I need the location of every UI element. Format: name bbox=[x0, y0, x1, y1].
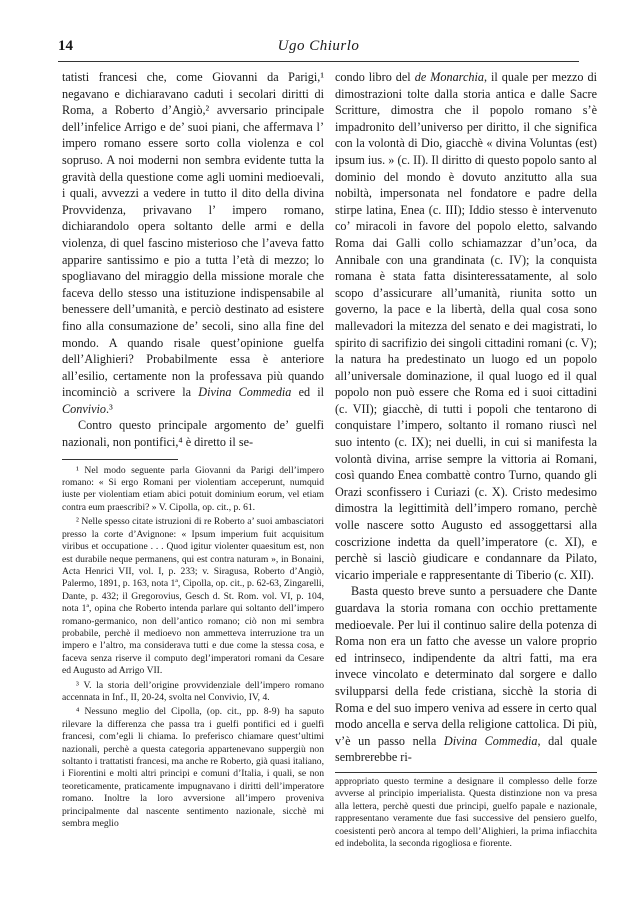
footnote-rule bbox=[335, 772, 597, 773]
footnote-4-continuation: appropriato questo termine a designare il complesso delle forze avverse al principio imperialista. Questa distinzione non va presa alla lettera, perchè questi due principi, guelfo papale e nazionale, rappresentano veramente due fasi successive del pensiero guelfo, coesistenti però ancora al tempo dell’Alighieri, la prima infiacchita ed indebolita, la seconda rigogliosa e fiorente. bbox=[335, 775, 597, 849]
italic-title: de Monarchia bbox=[414, 70, 484, 84]
footnote-3: ³ V. la storia dell’origine provvidenziale dell’impero romano accennata in Inf., II, 20-24, svolta nel Convivio, IV, 4. bbox=[62, 679, 324, 703]
left-paragraph-2: Contro questo principale argomento de’ guelfi nazionali, non pontifici,⁴ è diretto il se- bbox=[62, 418, 324, 450]
footnote-1: ¹ Nel modo seguente parla Giovanni da Parigi dell’impero romano: « Si ergo Romani per violentiam acceperunt, numquid iuste per violentiam etiam abici potuit dominium eorum, vel etiam contra eum praescribi? » V. Cipolla, op. cit., p. 61. bbox=[62, 464, 324, 513]
page-number: 14 bbox=[58, 38, 73, 54]
right-paragraph-1: condo libro del de Monarchia, il quale per mezzo di dimostrazioni tolte dalla storia antica e dalle Sacre Scritture, dimostra che il popolo romano s’è impadronito dell’universo per diritto, il che significa con la volontà di Dio, giacchè « divina Voluntas (est) ipsum ius. » (c. II). Il diritto di questo popolo santo al dominio del mondo è dovuto anzitutto alla sua nobiltà, impersonata nel fondatore e padre della stirpe latina, Enea (c. III); Iddio stesso è intervenuto co’ miracoli in favore del popolo eletto, salvando Roma dai Galli collo schiamazzar d’un’oca, da Annibale con una grandinata (c. IV); la conquista romana è stata fatta disinteressatamente, al solo scopo d’assicurare all’umanità, riunita sotto un governo, la pace e la libertà, della qual cosa sono mallevadori la mitezza del senato e dei magistrati, lo spirito di sacrifizio dei singoli cittadini romani (c. V); la natura ha predestinato un luogo ed un popolo all’universale dominazione, il qual luogo ed il qual popolo non può essere che Roma ed i suoi cittadini (c. VII); giacchè, di tutti i popoli che tentarono di conquistare l’impero, soltanto il romano riuscì nel suo intento (c. IX); nei duelli, in cui si manifesta la volontà divina, arrise sempre la vittoria ai Romani, così quando Enea combattè contro Turno, quando gli Orazi sconfissero i Curiazi (c. X). Cristo medesimo dimostra la legittimità dell’impero romano, perchè volle nascere sotto Augusto ed assoggettarsi alla coscrizione indetta da quell’imperatore (c. XI), e perchè si lasciò giudicare e condannare da Pilato, vicario imperiale e rappresentante di Tiberio (c. XII). bbox=[335, 70, 598, 582]
italic-title: Divina Commedia bbox=[198, 385, 292, 400]
page-header bbox=[58, 38, 579, 60]
right-column bbox=[335, 69, 597, 850]
left-column bbox=[62, 69, 324, 832]
footnote-4: ⁴ Nessuno meglio del Cipolla, (op. cit., pp. 8-9) ha saputo rilevare la differenza che passa tra i guelfi pontifici ed i guelfi francesi, com’egli li chiama. Io preferisco chiamare quest’ultimi nazionali, perchè a questa categoria appartenevano suppergiù non soltanto i trattatisti francesi, ma anche re Roberto, già quasi italiano, i Fiorentini e molti altri principi e comuni d’Italia, i quali, se non teoreticamente, praticamente impugnavano i diritti dell’imperatore romano. Inoltre la loro avversione all’impero proveniva principalmente dal nascente sentimento nazionale, sicchè mi sembra meglio bbox=[62, 706, 324, 830]
running-title: Ugo Chiurlo bbox=[277, 38, 360, 54]
right-body-text bbox=[335, 69, 597, 766]
footnote-rule bbox=[62, 459, 178, 460]
left-paragraph-1: tatisti francesi che, come Giovanni da Parigi,¹ negavano e dichiaravano caduti i secolari diritti di Roma, a Roberto d’Angiò,² avversario principale dell’infelice Arrigo e de’ suoi piani, che affermava l’ impero romano essere sorto colla violenza e col sopruso. A noi moderni non sembra evidente tutta la gravità della questione come agli uomini medioevali, i quali, avvezzi a vedere in tutto il dito della divina Provvidenza, privavano l’ impero romano, dichiarandolo opera soltanto delle armi e della violenza, di quel fascino misterioso che l’aveva fatto apparire santissimo e pio a tutta l’età di mezzo; lo spogliavano del miraggio della missione morale che faceva dello stesso una istituzione indispensabile al benessere dell’umanità, e perciò destinato ad esistere fino alla consumazione de’ secoli, sino alla fine del mondo. A quando risale quest’opinione guelfa dell’Alighieri? Probabilmente essa è anteriore all’esilio, certamente non la professava più quando incominciò a scrivere la Divina Commedia ed il Convivio.³ bbox=[62, 70, 325, 416]
right-paragraph-2: Basta questo breve sunto a persuadere che Dante guardava la storia romana con occhio prettamente medioevale. Per lui il continuo salire della potenza di Roma non era un fatto che avesse un valore proprio ed intrinseco, indipendente da altri fatti, ma era invece vincolato e determinato dal sorgere e dallo svilupparsi della fede cristiana, sicchè la storia di Roma e del suo impero veniva ad essere in certo qual modo ancella e serva della religione cattolica. Di più, v’è un passo nella Divina Commedia, dal quale sembrerebbe ri- bbox=[335, 584, 597, 765]
italic-title: Divina Commedia bbox=[443, 733, 538, 748]
header-rule bbox=[58, 61, 579, 62]
italic-title: Convivio bbox=[62, 401, 107, 416]
left-body-text bbox=[62, 69, 324, 451]
footnote-2: ² Nelle spesso citate istruzioni di re Roberto a’ suoi ambasciatori presso la corte d’Avignone: « Ipsum imperium fuit acquisitum viribus et occupatione . . . Quod igitur violenter quaesitum est, non est durabile neque permanens, qui est contra naturam », in Bonaini, Acta Henrici VII, vol. I, p. 233; v. Siragusa, Roberto d’Angiò, Palermo, 1891, p. 163, nota 1ª, Cipolla, op. cit., p. 62-63, Zingarelli, Dante, p. 432; il Gregorovius, Gesch d. St. Rom. vol. VI, p. 104, nota 1ª, opina che Roberto intenda parlare qui soltanto dell’impero romano-germanico, non dell’antico romano; ciò non mi sembra probabile, perchè il medioevo non ammetteva interruzione tra un impero e l’altro, ma considerava tutti e due come la stessa cosa, e faceva senza riserve il computo degl’imperatori romani da Cesare ed Augusto ad Arrigo VII. bbox=[62, 516, 324, 677]
